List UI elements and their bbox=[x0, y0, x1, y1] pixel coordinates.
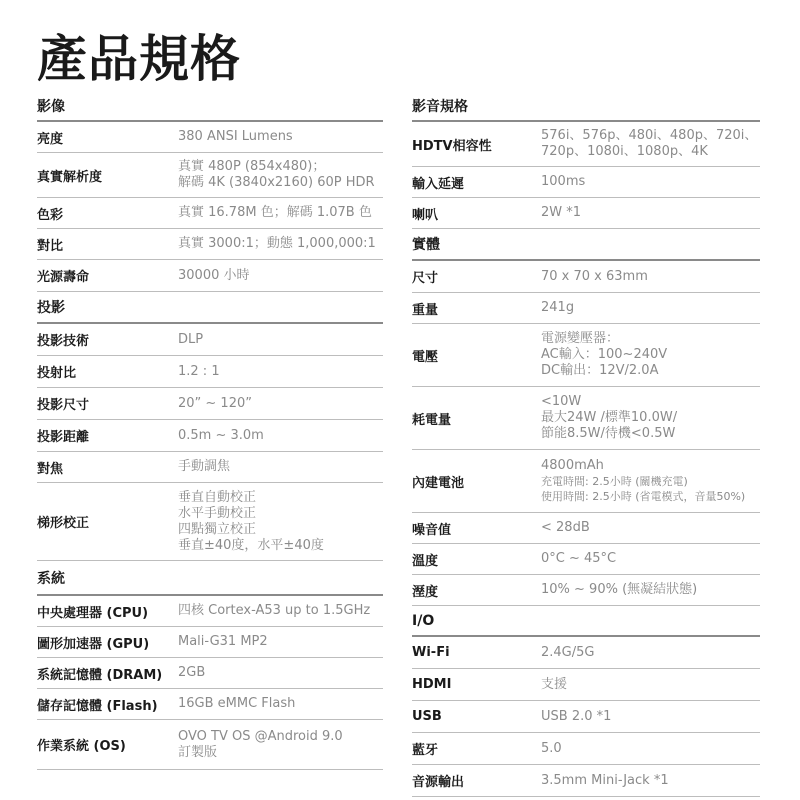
spec-value bbox=[178, 665, 205, 681]
spec-label: HDMI bbox=[412, 677, 452, 692]
spec-value-line: 2GB bbox=[178, 665, 206, 680]
spec-value-line: 0°C ~ 45°C bbox=[541, 551, 617, 566]
spec-row bbox=[37, 122, 383, 153]
spec-value-line: 30000 小時 bbox=[178, 267, 250, 283]
section-heading: 影音規格 bbox=[412, 92, 760, 122]
spec-value bbox=[178, 332, 203, 348]
spec-value bbox=[178, 428, 264, 444]
spec-row bbox=[412, 701, 760, 733]
spec-label: 中央處理器 (CPU) bbox=[37, 605, 149, 621]
spec-value bbox=[178, 364, 220, 380]
spec-row bbox=[37, 420, 383, 452]
spec-label: 投影距離 bbox=[37, 430, 90, 445]
spec-value bbox=[541, 300, 574, 316]
spec-value-line: USB 2.0 *1 bbox=[541, 708, 612, 724]
spec-value-line: 241g bbox=[541, 300, 575, 315]
spec-label: 重量 bbox=[412, 302, 439, 318]
spec-row bbox=[412, 293, 760, 324]
spec-value bbox=[541, 394, 677, 442]
spec-value-line: 四點獨立校正 bbox=[178, 521, 257, 537]
spec-value bbox=[178, 729, 343, 761]
spec-value bbox=[178, 490, 324, 554]
spec-value-line: 5.0 bbox=[541, 740, 562, 756]
spec-value-line: 真實 480P (854x480)； bbox=[178, 159, 326, 174]
spec-label: 對比 bbox=[37, 238, 64, 254]
spec-label: Wi-Fi bbox=[412, 645, 450, 660]
spec-row bbox=[37, 627, 383, 658]
spec-value-line: 20” ~ 120” bbox=[178, 395, 252, 411]
spec-value-line: <10W bbox=[541, 394, 582, 409]
spec-value bbox=[541, 458, 745, 504]
spec-value bbox=[178, 159, 375, 191]
spec-value-line: 支援 bbox=[541, 676, 568, 692]
spec-row bbox=[37, 229, 383, 260]
spec-value bbox=[178, 129, 293, 145]
spec-label: 作業系統 (OS) bbox=[37, 739, 126, 754]
spec-label: 溼度 bbox=[412, 584, 439, 600]
spec-value-line: 4800mAh bbox=[541, 458, 604, 473]
spec-value bbox=[541, 645, 594, 661]
spec-label: 內建電池 bbox=[412, 475, 465, 491]
spec-row bbox=[37, 198, 383, 229]
spec-row bbox=[412, 450, 760, 513]
spec-row bbox=[412, 387, 760, 450]
spec-label: USB bbox=[412, 709, 442, 724]
spec-label: 梯形校正 bbox=[37, 516, 90, 531]
spec-row bbox=[412, 733, 760, 765]
spec-value bbox=[178, 603, 370, 619]
spec-label: 亮度 bbox=[37, 131, 64, 147]
section-heading: 投影 bbox=[37, 292, 383, 324]
spec-row bbox=[37, 483, 383, 561]
spec-value-line: < 28dB bbox=[541, 520, 590, 535]
spec-value-line: 380 ANSI Lumens bbox=[178, 129, 293, 144]
spec-value-line: 解碼 4K (3840x2160) 60P HDR bbox=[178, 175, 375, 190]
spec-row bbox=[412, 198, 760, 229]
spec-row bbox=[412, 544, 760, 575]
spec-value bbox=[541, 128, 757, 160]
spec-row bbox=[37, 596, 383, 627]
spec-value bbox=[178, 459, 230, 475]
spec-label: 溫度 bbox=[412, 553, 439, 569]
spec-value bbox=[541, 741, 562, 757]
spec-label: 藍牙 bbox=[412, 743, 439, 758]
spec-row bbox=[37, 260, 383, 292]
spec-row bbox=[412, 513, 760, 544]
section-heading: 影像 bbox=[37, 92, 383, 122]
spec-column-left bbox=[37, 92, 383, 770]
spec-value-line: DLP bbox=[178, 331, 204, 347]
spec-value bbox=[541, 205, 581, 221]
section-heading: 系統 bbox=[37, 561, 383, 596]
spec-value bbox=[178, 268, 250, 284]
spec-value bbox=[541, 269, 648, 285]
spec-value-line: 最大24W /標準10.0W/ bbox=[541, 410, 678, 425]
spec-value-line: 1.2 : 1 bbox=[178, 363, 220, 379]
spec-value-line: 0.5m ~ 3.0m bbox=[178, 427, 264, 443]
spec-value-note: 充電時間: 2.5小時 (關機充電) bbox=[541, 475, 688, 488]
spec-label: 尺寸 bbox=[412, 271, 439, 286]
spec-label: 系統記憶體 (DRAM) bbox=[37, 667, 163, 683]
section-heading: I/O bbox=[412, 606, 760, 637]
spec-row bbox=[412, 637, 760, 669]
spec-label: 對焦 bbox=[37, 461, 64, 477]
spec-value bbox=[541, 520, 590, 536]
spec-row bbox=[412, 324, 760, 387]
spec-row bbox=[412, 575, 760, 606]
spec-label: 真實解析度 bbox=[37, 169, 103, 185]
spec-label: 投影尺寸 bbox=[37, 398, 90, 413]
spec-value bbox=[541, 709, 611, 725]
spec-value-line: OVO TV OS @Android 9.0 bbox=[178, 728, 343, 744]
spec-value-line: 垂直±40度，水平±40度 bbox=[178, 537, 324, 553]
spec-label: 喇叭 bbox=[412, 207, 439, 223]
spec-row bbox=[37, 153, 383, 198]
spec-value-line: 手動調焦 bbox=[178, 459, 231, 474]
spec-label: 圖形加速器 (GPU) bbox=[37, 636, 150, 652]
spec-label: 光源壽命 bbox=[37, 270, 90, 285]
spec-value-line: Mali-G31 MP2 bbox=[178, 634, 268, 649]
spec-value bbox=[541, 331, 667, 379]
spec-row bbox=[37, 388, 383, 420]
spec-row bbox=[412, 669, 760, 701]
spec-value-line: 真實 3000:1；動態 1,000,000:1 bbox=[178, 236, 376, 251]
spec-label: 噪音值 bbox=[412, 522, 452, 538]
spec-value bbox=[541, 677, 567, 693]
page-title: 產品規格 bbox=[37, 30, 241, 88]
spec-row bbox=[37, 658, 383, 689]
spec-value-line: 四核 Cortex-A53 up to 1.5GHz bbox=[178, 603, 371, 618]
spec-value-line: DC輸出：12V/2.0A bbox=[541, 363, 659, 378]
spec-value-line: 720p、1080i、1080p、4K bbox=[541, 144, 708, 159]
spec-column-right bbox=[412, 92, 760, 797]
spec-row bbox=[412, 765, 760, 797]
spec-label: HDTV相容性 bbox=[412, 138, 492, 154]
spec-label: 電壓 bbox=[412, 349, 439, 365]
spec-label: 輸入延遲 bbox=[412, 176, 465, 192]
spec-value-line: 100ms bbox=[541, 174, 586, 189]
spec-row bbox=[412, 167, 760, 198]
spec-value-line: 垂直自動校正 bbox=[178, 489, 257, 505]
spec-value-line: 576i、576p、480i、480p、720i、 bbox=[541, 128, 758, 143]
spec-label: 投影技術 bbox=[37, 334, 90, 349]
spec-value-line: 訂製版 bbox=[178, 744, 218, 760]
section-heading: 實體 bbox=[412, 229, 760, 261]
spec-value bbox=[541, 773, 669, 789]
spec-row bbox=[37, 324, 383, 356]
spec-value-line: 2.4G/5G bbox=[541, 644, 595, 660]
spec-row bbox=[37, 689, 383, 720]
spec-row bbox=[37, 452, 383, 483]
spec-value-line: 真實 16.78M 色；解碼 1.07B 色 bbox=[178, 205, 372, 220]
spec-value bbox=[178, 634, 268, 650]
spec-value-line: 2W *1 bbox=[541, 205, 582, 220]
spec-value bbox=[541, 174, 585, 190]
spec-value-line: 電源變壓器： bbox=[541, 331, 620, 346]
spec-label: 音源輸出 bbox=[412, 775, 465, 790]
spec-label: 儲存記憶體 (Flash) bbox=[37, 698, 158, 714]
spec-value bbox=[178, 236, 376, 252]
spec-label: 色彩 bbox=[37, 207, 64, 223]
spec-value-line: AC輸入：100~240V bbox=[541, 347, 668, 362]
spec-label: 投射比 bbox=[37, 366, 77, 381]
spec-value-line: 水平手動校正 bbox=[178, 505, 257, 521]
spec-value-line: 3.5mm Mini-Jack *1 bbox=[541, 772, 669, 788]
spec-value-line: 節能8.5W/待機<0.5W bbox=[541, 426, 676, 441]
spec-row bbox=[37, 720, 383, 770]
spec-value-line: 16GB eMMC Flash bbox=[178, 696, 296, 711]
spec-value bbox=[541, 551, 616, 567]
spec-value bbox=[541, 582, 697, 598]
spec-value-note: 使用時間: 2.5小時 (省電模式，音量50%) bbox=[541, 490, 746, 503]
spec-value-line: 10% ~ 90% (無凝結狀態) bbox=[541, 582, 698, 597]
spec-row bbox=[412, 122, 760, 167]
spec-label: 耗電量 bbox=[412, 412, 452, 428]
spec-value bbox=[178, 205, 372, 221]
spec-value bbox=[178, 696, 295, 712]
spec-row bbox=[37, 356, 383, 388]
spec-value bbox=[178, 396, 252, 412]
spec-row bbox=[412, 261, 760, 293]
spec-value-line: 70 x 70 x 63mm bbox=[541, 268, 648, 284]
